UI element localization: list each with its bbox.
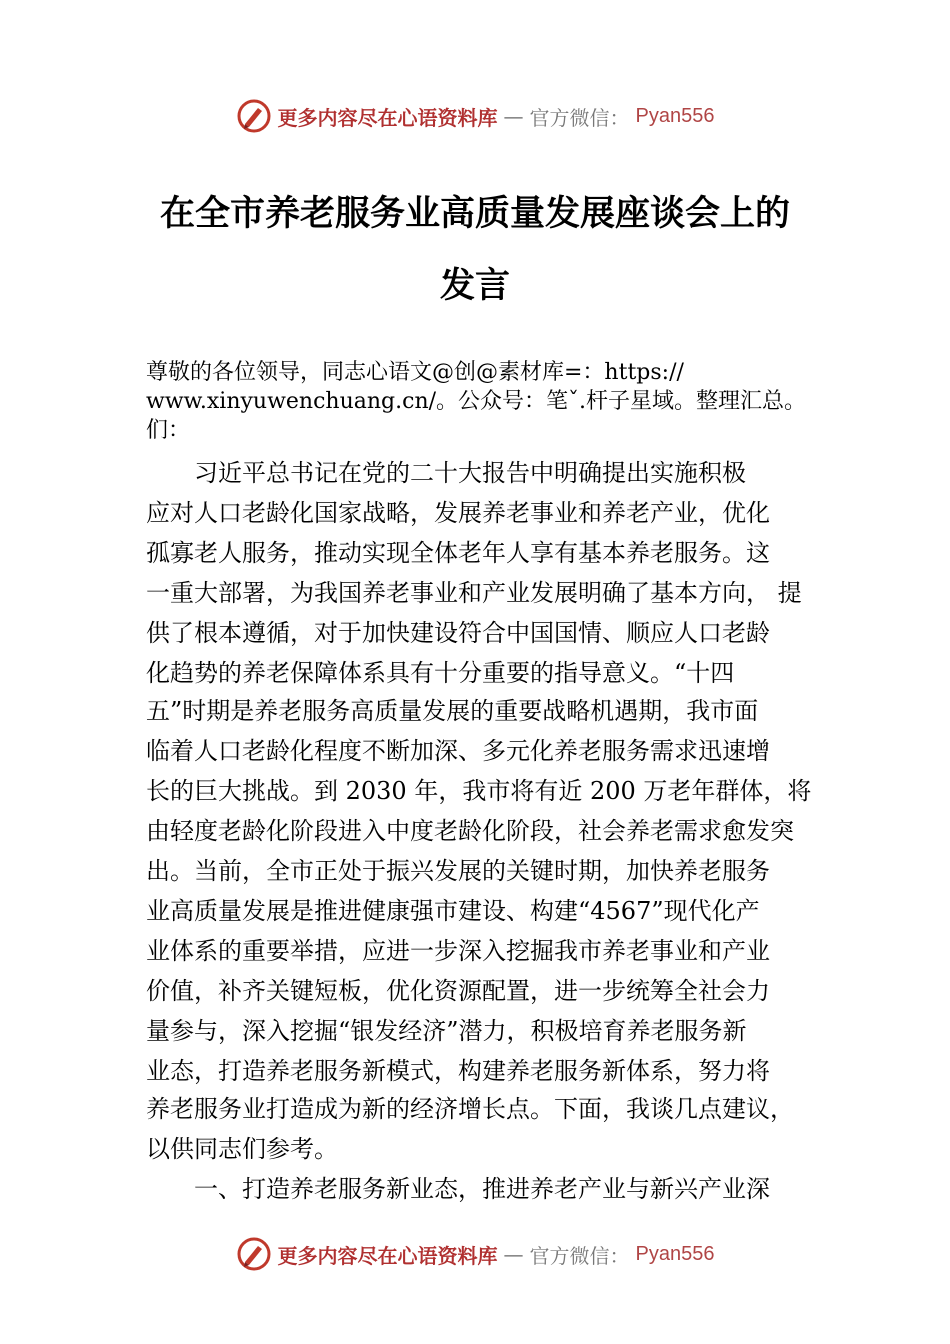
body-line: 量参与，深入挖掘“银发经济”潜力，积极培育养老服务新 [146,1017,747,1045]
body-line: 由轻度老龄化阶段进入中度老龄化阶段，社会养老需求愈发突 [146,817,794,845]
banner-text: 更多内容尽在心语资料库 [277,1243,498,1268]
document-title-line-2: 发言 [439,265,510,306]
body-line: 供了根本遵循，对于加快建设符合中国国情、顺应人口老龄 [146,619,770,647]
banner-text: 更多内容尽在心语资料库 [277,105,498,130]
banner-wechat-id: Pyan556 [635,104,715,127]
body-line: 业高质量发展是推进健康强市建设、构建“4567”现代化产 [146,897,760,925]
salutation: 尊敬的各位领导，同志心语文@创@素材库=：https:// www.xinyuwenchuang.cn/。公众号：笔ˇ.杆子星域。整理汇总。 们： [146,360,807,443]
body-line: 一重大部署，为我国养老事业和产业发展明确了基本方向， 提 [146,579,802,607]
body-line: 孤寡老人服务，推动实现全体老年人享有基本养老服务。这 [146,539,770,567]
pen-in-circle-logo-icon [236,98,272,134]
body-line: 应对人口老龄化国家战略，发展养老事业和养老产业，优化 [146,499,770,527]
body-line: 业体系的重要举措，应进一步深入挖掘我市养老事业和产业 [146,937,770,965]
body-line: 养老服务业打造成为新的经济增长点。下面，我谈几点建议， [146,1095,794,1123]
banner-wechat-label: 官方微信： [529,105,630,130]
body-line: 价值，补齐关键短板，优化资源配置，进一步统筹全社会力 [146,977,770,1005]
body-line: 习近平总书记在党的二十大报告中明确提出实施积极 [146,459,746,487]
footer-banner [0,1234,950,1274]
banner-wechat-id: Pyan556 [635,1242,715,1265]
body-line: 以供同志们参考。 [146,1135,338,1163]
body-line: 一、打造养老服务新业态，推进养老产业与新兴产业深 [146,1175,770,1203]
header-banner [0,96,950,136]
banner-separator: — [503,104,524,128]
banner-wechat-label: 官方微信： [529,1243,630,1268]
body-line: 化趋势的养老保障体系具有十分重要的指导意义。“十四 [146,659,735,687]
banner-separator: — [503,1242,524,1266]
document-title-line-1: 在全市养老服务业高质量发展座谈会上的 [159,193,790,234]
body-line: 临着人口老龄化程度不断加深、多元化养老服务需求迅速增 [146,737,770,765]
body-line: 长的巨大挑战。到 2030 年，我市将有近 200 万老年群体，将 [146,777,812,805]
body-line: 出。当前，全市正处于振兴发展的关键时期，加快养老服务 [146,857,770,885]
body-line: 五”时期是养老服务高质量发展的重要战略机遇期，我市面 [146,697,759,725]
body-line: 业态，打造养老服务新模式，构建养老服务新体系，努力将 [146,1057,770,1085]
pen-in-circle-logo-icon [236,1236,272,1272]
